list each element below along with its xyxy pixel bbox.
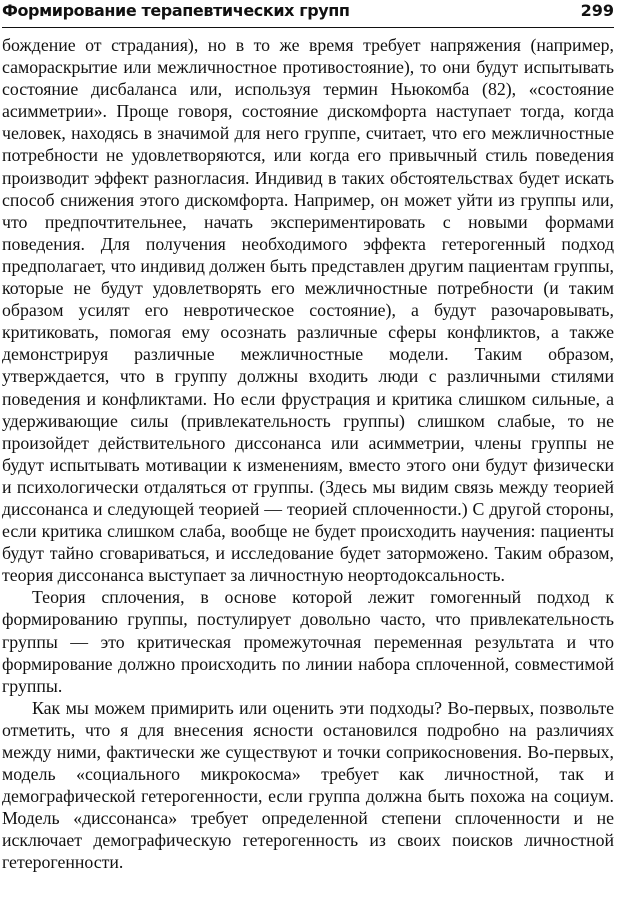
- paragraph-continued: бождение от страдания), но в то же время требует напряжения (например, самораскрытие или межличностное противостояние), то они будут испытывать состояние дисбаланса или, используя термин Ньюкомба (82), «состояние асимметрии». Проще говоря, состояние дискомфорта наступает тогда, когда человек, находясь в значимой для него группе, считает, что его межличностные потребности не удовлетворяются, или когда его привычный стиль поведения производит эффект разногласия. Индивид в таких обстоятельствах будет искать способ снижения этого дискомфорта. Например, он может уйти из группы или, что предпочтительнее, начать экспериментировать с новыми формами поведения. Для получения необходимого эффекта гетерогенный подход предполагает, что индивид должен быть представлен другим пациентам группы, которые не будут удовлетворять его межличностные потребности (и таким образом усилят его невротическое состояние), а будут разочаровывать, критиковать, помогая ему осознать различные сферы конфликтов, а также демонстрируя различные межличностные модели. Таким образом, утверждается, что в группу должны входить люди с различными стилями поведения и конфликтами. Но если фрустрация и критика слишком сильные, а удерживающие силы (привлекательность группы) слишком слабые, то не произойдет действительного диссонанса или асимметрии, члены группы не будут испытывать мотивации к изменениям, вместо этого они будут физически и психологически отдаляться от группы. (Здесь мы видим связь между теорией диссонанса и следующей теорией — теорией сплоченности.) С другой стороны, если критика слишком слаба, вообще не будет происходить научения: пациенты будут тайно сговариваться, и исследование будет заторможено. Таким образом, теория диссонанса выступает за личностную неортодоксальность.: [2, 35, 614, 586]
- body-text: [2, 34, 614, 874]
- paragraph-cohesion-theory: Теория сплочения, в основе которой лежит гомогенный подход к формированию группы, постулирует довольно часто, что привлекательность группы — это критическая промежуточная переменная результата и что формирование должно происходить по линии набора сплоченной, совместимой группы.: [2, 587, 614, 696]
- header-rule: [2, 27, 614, 28]
- paragraph-reconciling-approaches: Как мы можем примирить или оценить эти подходы? Во-первых, позвольте отметить, что я для внесения ясности остановился подробно на различиях между ними, фактически же существуют и точки соприкосновения. Во-первых, модель «социального микрокосма» требует как личностной, так и демографической гетерогенности, если группа должна быть похожа на социум. Модель «диссонанса» требует определенной степени сплоченности и не исключает демографическую гетерогенность из своих поисков личностной гетерогенности.: [2, 697, 614, 873]
- running-header: [2, 0, 616, 26]
- page-number: 299: [580, 1, 614, 20]
- chapter-title: Формирование терапевтических групп: [2, 1, 350, 20]
